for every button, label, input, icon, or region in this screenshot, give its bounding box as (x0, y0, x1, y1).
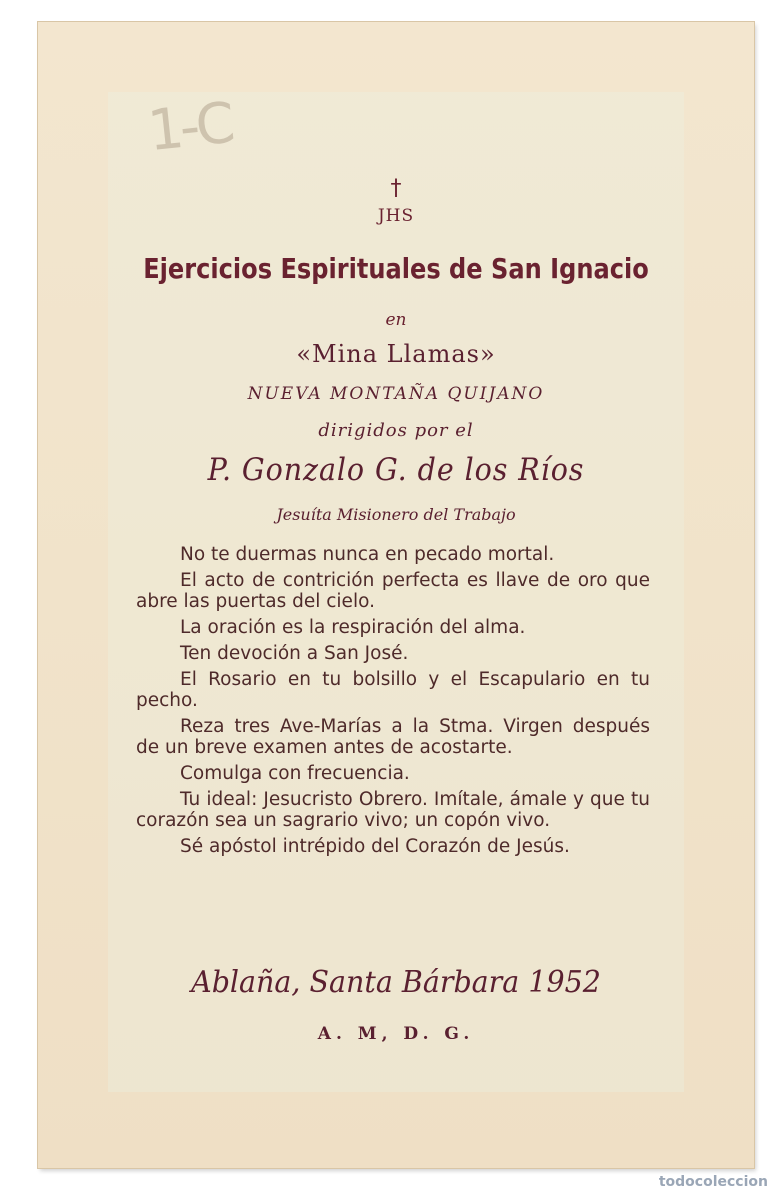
jhs-monogram: JHS (377, 206, 415, 226)
advice-item: Ten devoción a San José. (180, 643, 409, 664)
amdg-motto: A. M, D. G. (317, 1024, 475, 1044)
advice-item: Tu ideal: Jesucristo Obrero. Imítale, ámale y que tu corazón sea un sagrario vivo; un copón vivo. (136, 789, 650, 831)
advice-item: Sé apóstol intrépido del Corazón de Jesús. (180, 836, 570, 857)
priest-name: P. Gonzalo G. de los Ríos (207, 452, 585, 488)
mine-name: «Mina Llamas» (296, 340, 496, 368)
company-name: NUEVA MONTAÑA QUIJANO (247, 384, 545, 404)
pencil-mark: 1-C (144, 90, 235, 165)
advice-item: La oración es la respiración del alma. (180, 617, 526, 638)
advice-list (136, 544, 650, 862)
card-title: Ejercicios Espirituales de San Ignacio (143, 252, 649, 285)
priest-role: Jesuíta Misionero del Trabajo (276, 505, 516, 524)
advice-item: Reza tres Ave-Marías a la Stma. Virgen después de un breve examen antes de acostarte. (136, 716, 650, 758)
advice-item: No te duermas nunca en pecado mortal. (180, 544, 555, 565)
advice-item: El Rosario en tu bolsillo y el Escapulario en tu pecho. (136, 669, 650, 711)
location-preposition: en (385, 310, 407, 330)
advice-item: Comulga con frecuencia. (180, 763, 410, 784)
advice-item: El acto de contrición perfecta es llave de oro que abre las puertas del cielo. (136, 570, 650, 612)
watermark: todocoleccion (658, 1174, 768, 1190)
directed-by-label: dirigidos por el (318, 420, 474, 441)
place-date: Ablaña, Santa Bárbara 1952 (191, 965, 601, 1000)
cross-symbol: † (390, 176, 402, 201)
